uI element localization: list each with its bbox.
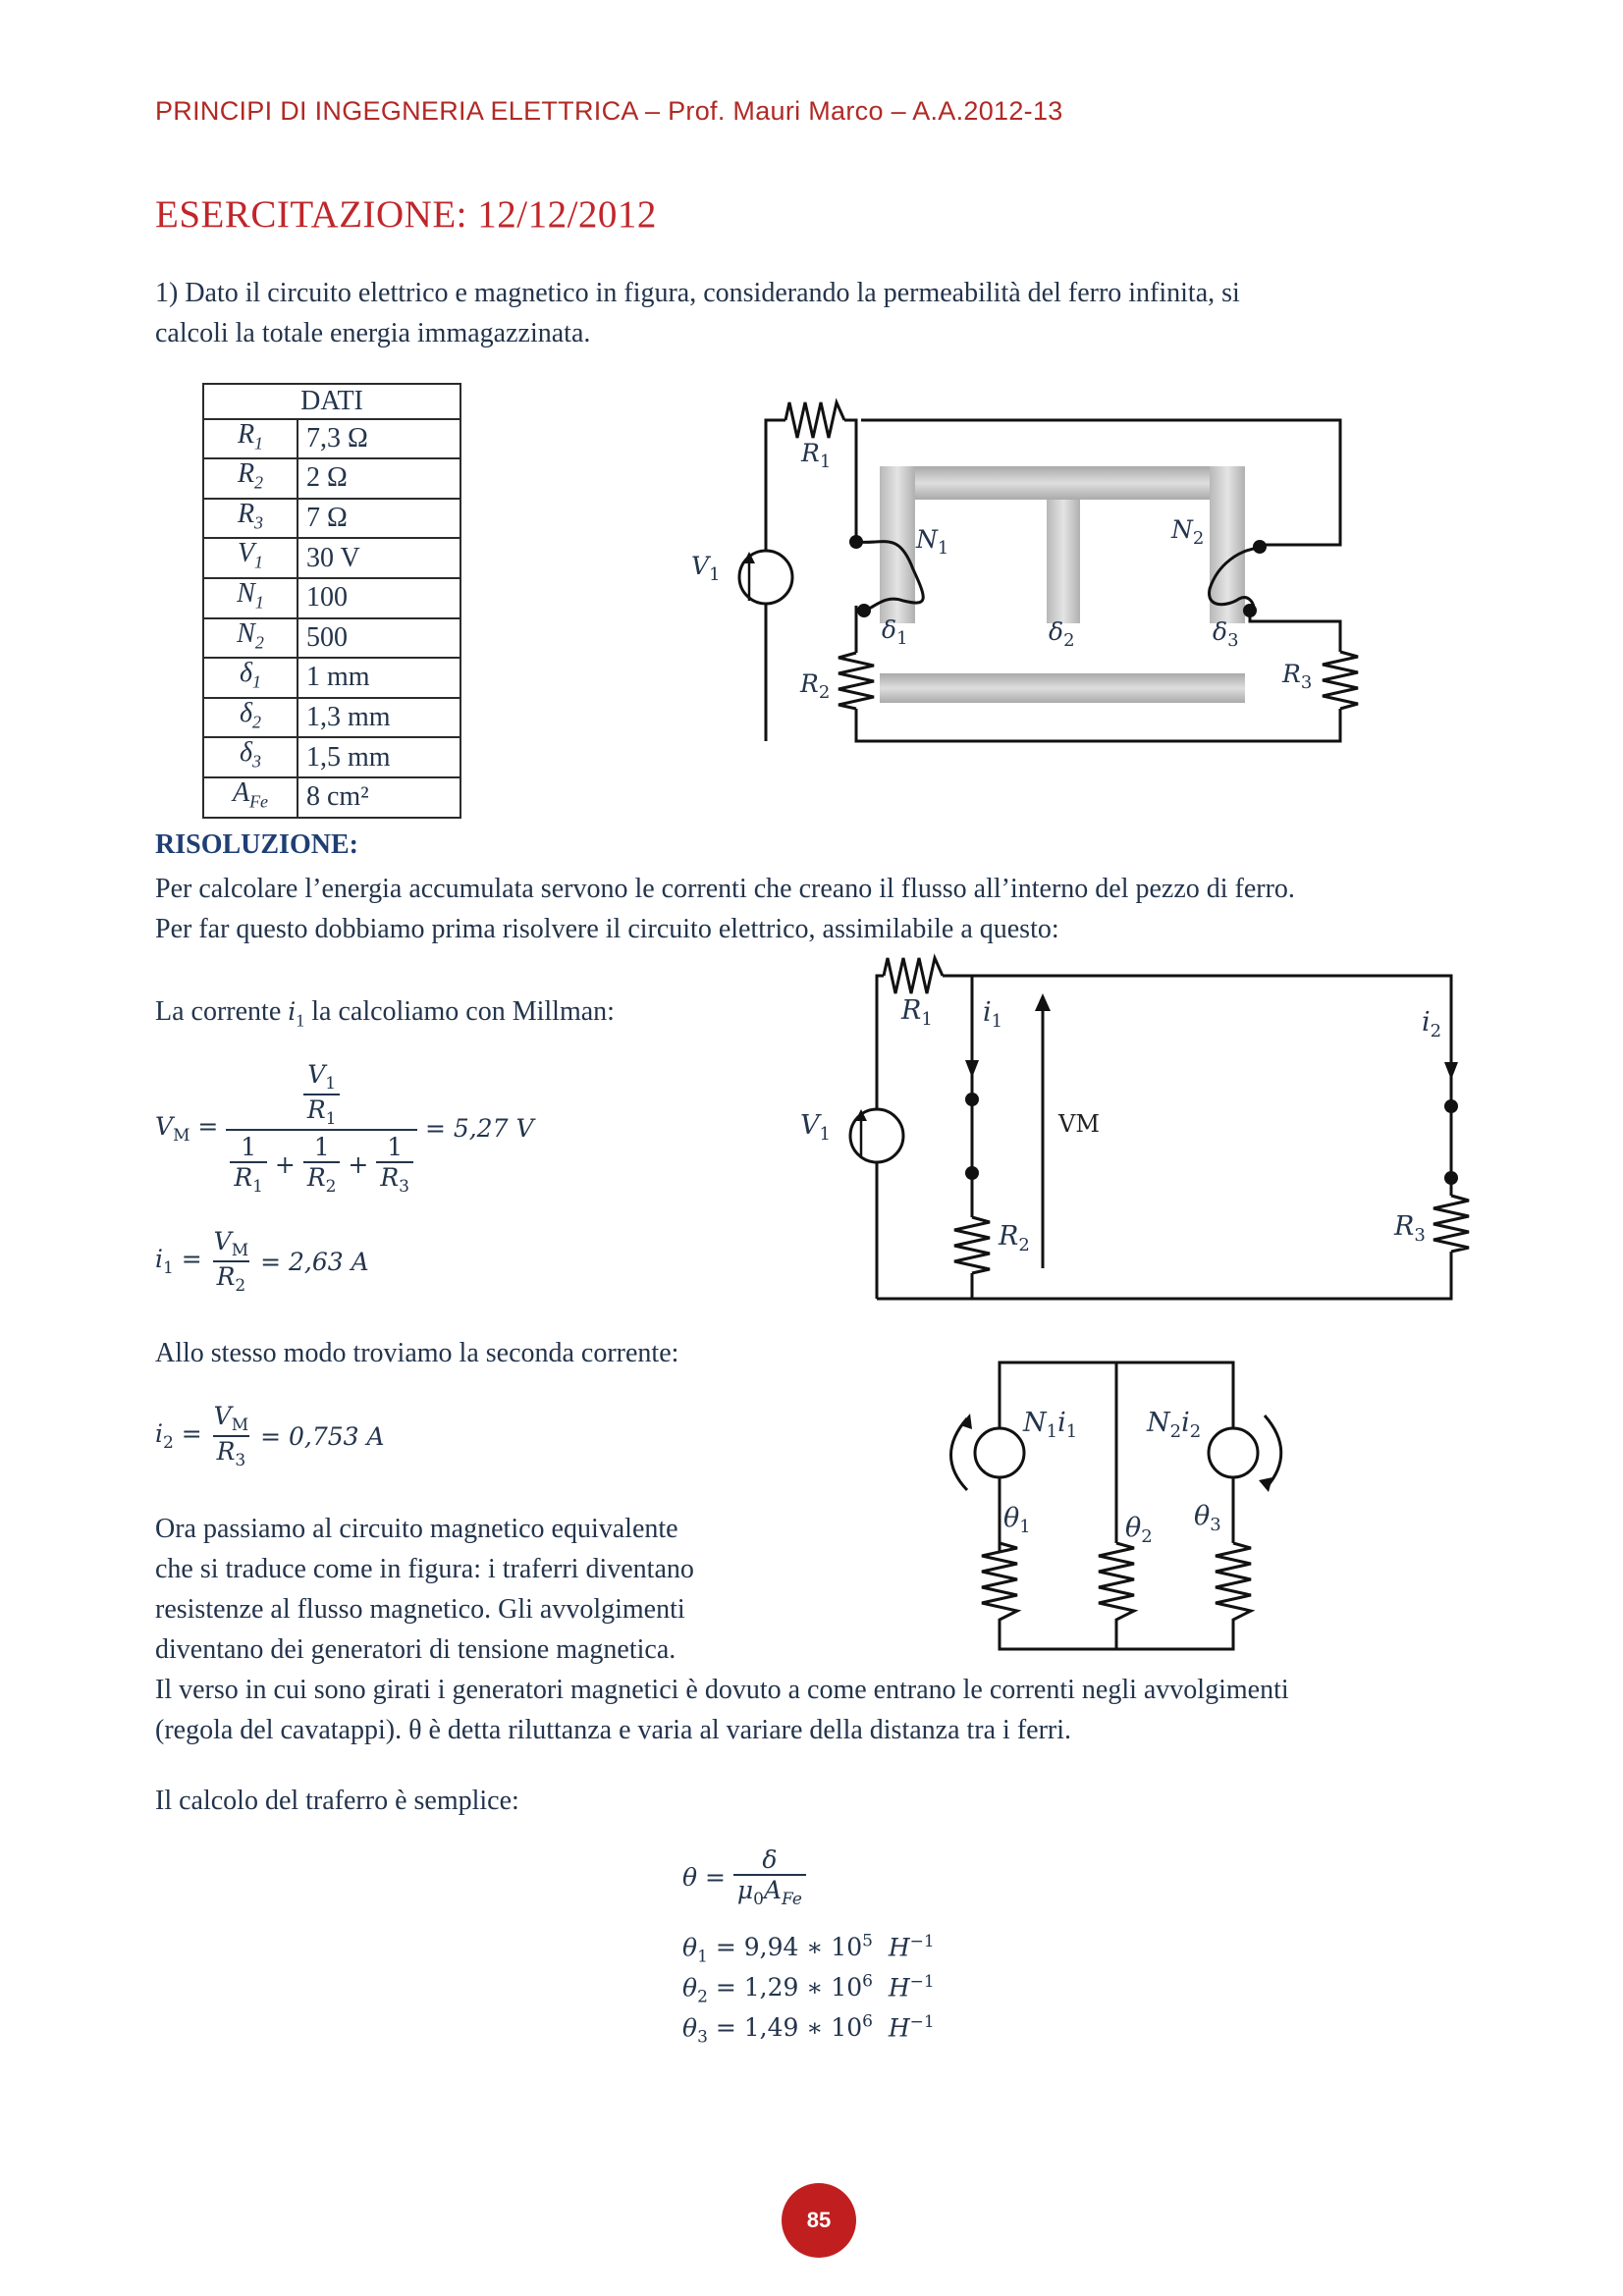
reluctance-theta3 [1216,1543,1251,1634]
label-N2i2: $N_2i_2$ [1147,1408,1202,1442]
vm-arrow-head [1035,993,1051,1011]
label-theta2: $\theta_2$ [1125,1513,1153,1547]
data-value: 1 mm [298,658,460,698]
data-table-row [203,419,460,459]
problem-statement [155,273,1240,353]
data-symbol: $R_3$ [203,499,298,539]
exercise-title: ESERCITAZIONE: 12/12/2012 [155,193,657,236]
data-symbol: $R_1$ [203,419,298,459]
data-table-row [203,499,460,539]
voltage-source-v1-eq [850,1109,903,1162]
label-N1i1: $N_1i_1$ [1023,1408,1078,1442]
data-symbol: $N_2$ [203,618,298,659]
data-table-row [203,458,460,499]
label-N1: $N_1$ [916,525,949,559]
i1-arrow-head [965,1060,979,1078]
data-table [202,383,461,819]
circuit-figure-1 [677,388,1365,751]
label-delta1: $\delta_1$ [882,615,908,649]
label-delta3: $\delta_3$ [1213,617,1239,651]
i2-arrow-head [1444,1062,1458,1080]
label-R3: $R_3$ [1282,660,1313,693]
magnetic-line-6: (regola del cavatappi). θ è detta riluttanza e varia al variare della distanza tra i ferri. [155,1715,1072,1745]
problem-line-2: calcoli la totale energia immagazzinata. [155,318,591,348]
label-delta2: $\delta_2$ [1049,617,1075,651]
problem-line-1: 1) Dato il circuito elettrico e magnetico in figura, considerando la permeabilità del ferro infinita, si [155,278,1240,308]
data-value: 7 Ω [298,499,460,539]
mmf-source-2 [1209,1415,1281,1492]
circuit-wires-2 [877,958,1469,1299]
data-table-row [203,538,460,578]
risoluzione-text [155,869,1295,949]
node-dot [965,1166,979,1180]
magnetic-line: che si traduce come in figura: i traferri diventano [155,1554,694,1584]
label-theta3: $\theta_3$ [1194,1501,1221,1535]
label-V1-eq: $V_1$ [800,1110,831,1145]
formula-i2: $i_2$ = $\frac{V_M}{R_3}$ = 0,753 A [155,1402,385,1470]
iron-core [880,466,1245,703]
data-symbol: $A_{Fe}$ [203,777,298,818]
data-symbol: $R_2$ [203,458,298,499]
magnetic-line: diventano dei generatori di tensione magnetica. [155,1634,676,1665]
label-R2-eq: $R_2$ [999,1221,1030,1255]
data-symbol: $\delta_1$ [203,658,298,698]
data-symbol: $N_1$ [203,578,298,618]
risoluzione-line-2: Per far questo dobbiamo prima risolvere il circuito elettrico, assimilabile a questo: [155,914,1059,944]
risoluzione-line-1: Per calcolare l’energia accumulata servono le correnti che creano il flusso all’interno del pezzo di ferro. [155,874,1295,904]
data-value: 100 [298,578,460,618]
i2-intro: Allo stesso modo troviamo la seconda corrente: [155,1338,679,1368]
data-table-row [203,698,460,738]
theta3-result: $\theta_3 = 1,49$ ∗ $10^6$ $H^{-1}$ [682,2012,935,2048]
mmf-source-1 [951,1414,1025,1490]
millman-intro: La corrente $i_1$ la calcoliamo con Millman: [155,996,615,1031]
data-value: 30 V [298,538,460,578]
data-symbol: $V_1$ [203,538,298,578]
data-table-row [203,777,460,818]
magnetic-circuit-figure [933,1350,1296,1659]
data-value: 500 [298,618,460,659]
magnetic-line-5: Il verso in cui sono girati i generatori magnetici è dovuto a come entrano le correnti negli avvolgimenti [155,1675,1289,1705]
data-table-row [203,618,460,659]
vm-fraction: $\frac{V_1}{R_1}$ $\frac{1}{R_1}$ + $\frac{1}{R_2}$ + $\frac{1}{R_3}$ [226,1060,417,1197]
data-value: 7,3 Ω [298,419,460,459]
data-table-header: DATI [203,384,460,419]
formula-theta: θ = $\frac{\delta}{\mu_0A_{Fe}}$ [682,1845,806,1909]
node-dot [1444,1171,1458,1185]
label-R1-eq: $R_1$ [901,995,933,1030]
terminal-dot [1253,540,1267,554]
data-table-row [203,578,460,618]
running-header: PRINCIPI DI INGEGNERIA ELETTRICA – Prof. Mauri Marco – A.A.2012-13 [155,96,1063,126]
voltage-source-v1 [739,551,792,604]
label-i1: $i_1$ [983,997,1003,1032]
data-symbol: $\delta_2$ [203,698,298,738]
data-table-row [203,658,460,698]
data-symbol: $\delta_3$ [203,737,298,777]
label-theta1: $\theta_1$ [1003,1503,1031,1537]
terminal-dot [849,535,863,549]
circuit-figure-2 [785,952,1492,1306]
risoluzione-heading: RISOLUZIONE: [155,829,358,860]
label-i2: $i_2$ [1422,1007,1442,1041]
magnetic-line: Ora passiamo al circuito magnetico equivalente [155,1514,678,1544]
reluctance-theta1 [982,1543,1017,1644]
terminal-dot [1243,604,1257,617]
formula-i1: $i_1$ = $\frac{V_M}{R_2}$ = 2,63 A [155,1227,369,1296]
traferro-intro: Il calcolo del traferro è semplice: [155,1786,519,1816]
data-table-row [203,737,460,777]
label-R3-eq: $R_3$ [1394,1211,1426,1246]
reluctance-theta2 [1099,1543,1134,1634]
terminal-dot [857,604,871,617]
theta1-result: $\theta_1 = 9,94$ ∗ $10^5$ $H^{-1}$ [682,1932,935,1967]
node-dot [1444,1099,1458,1113]
data-value: 1,5 mm [298,737,460,777]
data-value: 8 cm² [298,777,460,818]
magnetic-line: resistenze al flusso magnetico. Gli avvolgimenti [155,1594,685,1625]
theta2-result: $\theta_2 = 1,29$ ∗ $10^6$ $H^{-1}$ [682,1972,935,2007]
data-value: 2 Ω [298,458,460,499]
formula-vm: $V_M$ = $\frac{V_1}{R_1}$ $\frac{1}{R_1}$ + $\frac{1}{R_2}$ + $\frac{1}{R_3}$ = 5,27 V [155,1060,534,1197]
page-number: 85 [782,2183,856,2258]
label-R2: $R_2$ [800,669,831,703]
data-value: 1,3 mm [298,698,460,738]
label-V1: $V_1$ [691,552,721,585]
node-dot [965,1093,979,1106]
label-VM: VM [1058,1110,1100,1138]
label-R1: $R_1$ [801,439,832,472]
label-N2: $N_2$ [1171,515,1205,549]
